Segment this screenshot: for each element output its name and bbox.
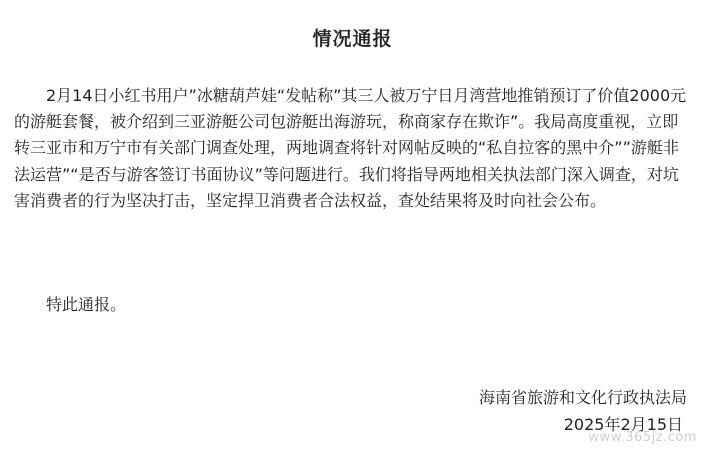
issuing-authority: 海南省旅游和文化行政执法局	[478, 388, 687, 407]
notice-title: 情况通报	[312, 28, 393, 50]
notice-paragraph: 2月14日小红书用户”冰糖葫芦娃“发帖称”其三人被万宁日月湾营地推销预订了价值2000元的游艇套餐，被介绍到三亚游艇公司包游艇出海游玩，称商家存在欺诈”。我局高度重视，立即转三亚市和万宁市有关部门调查处理，两地调查将针对网帖反映的“私自拉客的黑中介””游艇非法运营”“是否与游客签订书面协议”等问题进行。我们将指导两地相关执法部门深入调查，对坑害消费者的行为坚决打击，坚定捍卫消费者合法权益，查处结果将及时向社会公布。	[14, 86, 687, 210]
issue-date: 2025年2月15日	[563, 415, 683, 434]
site-watermark: www.365jz.com	[588, 430, 697, 445]
notice-closing: 特此通报。	[46, 295, 127, 314]
notice-body	[14, 83, 694, 214]
